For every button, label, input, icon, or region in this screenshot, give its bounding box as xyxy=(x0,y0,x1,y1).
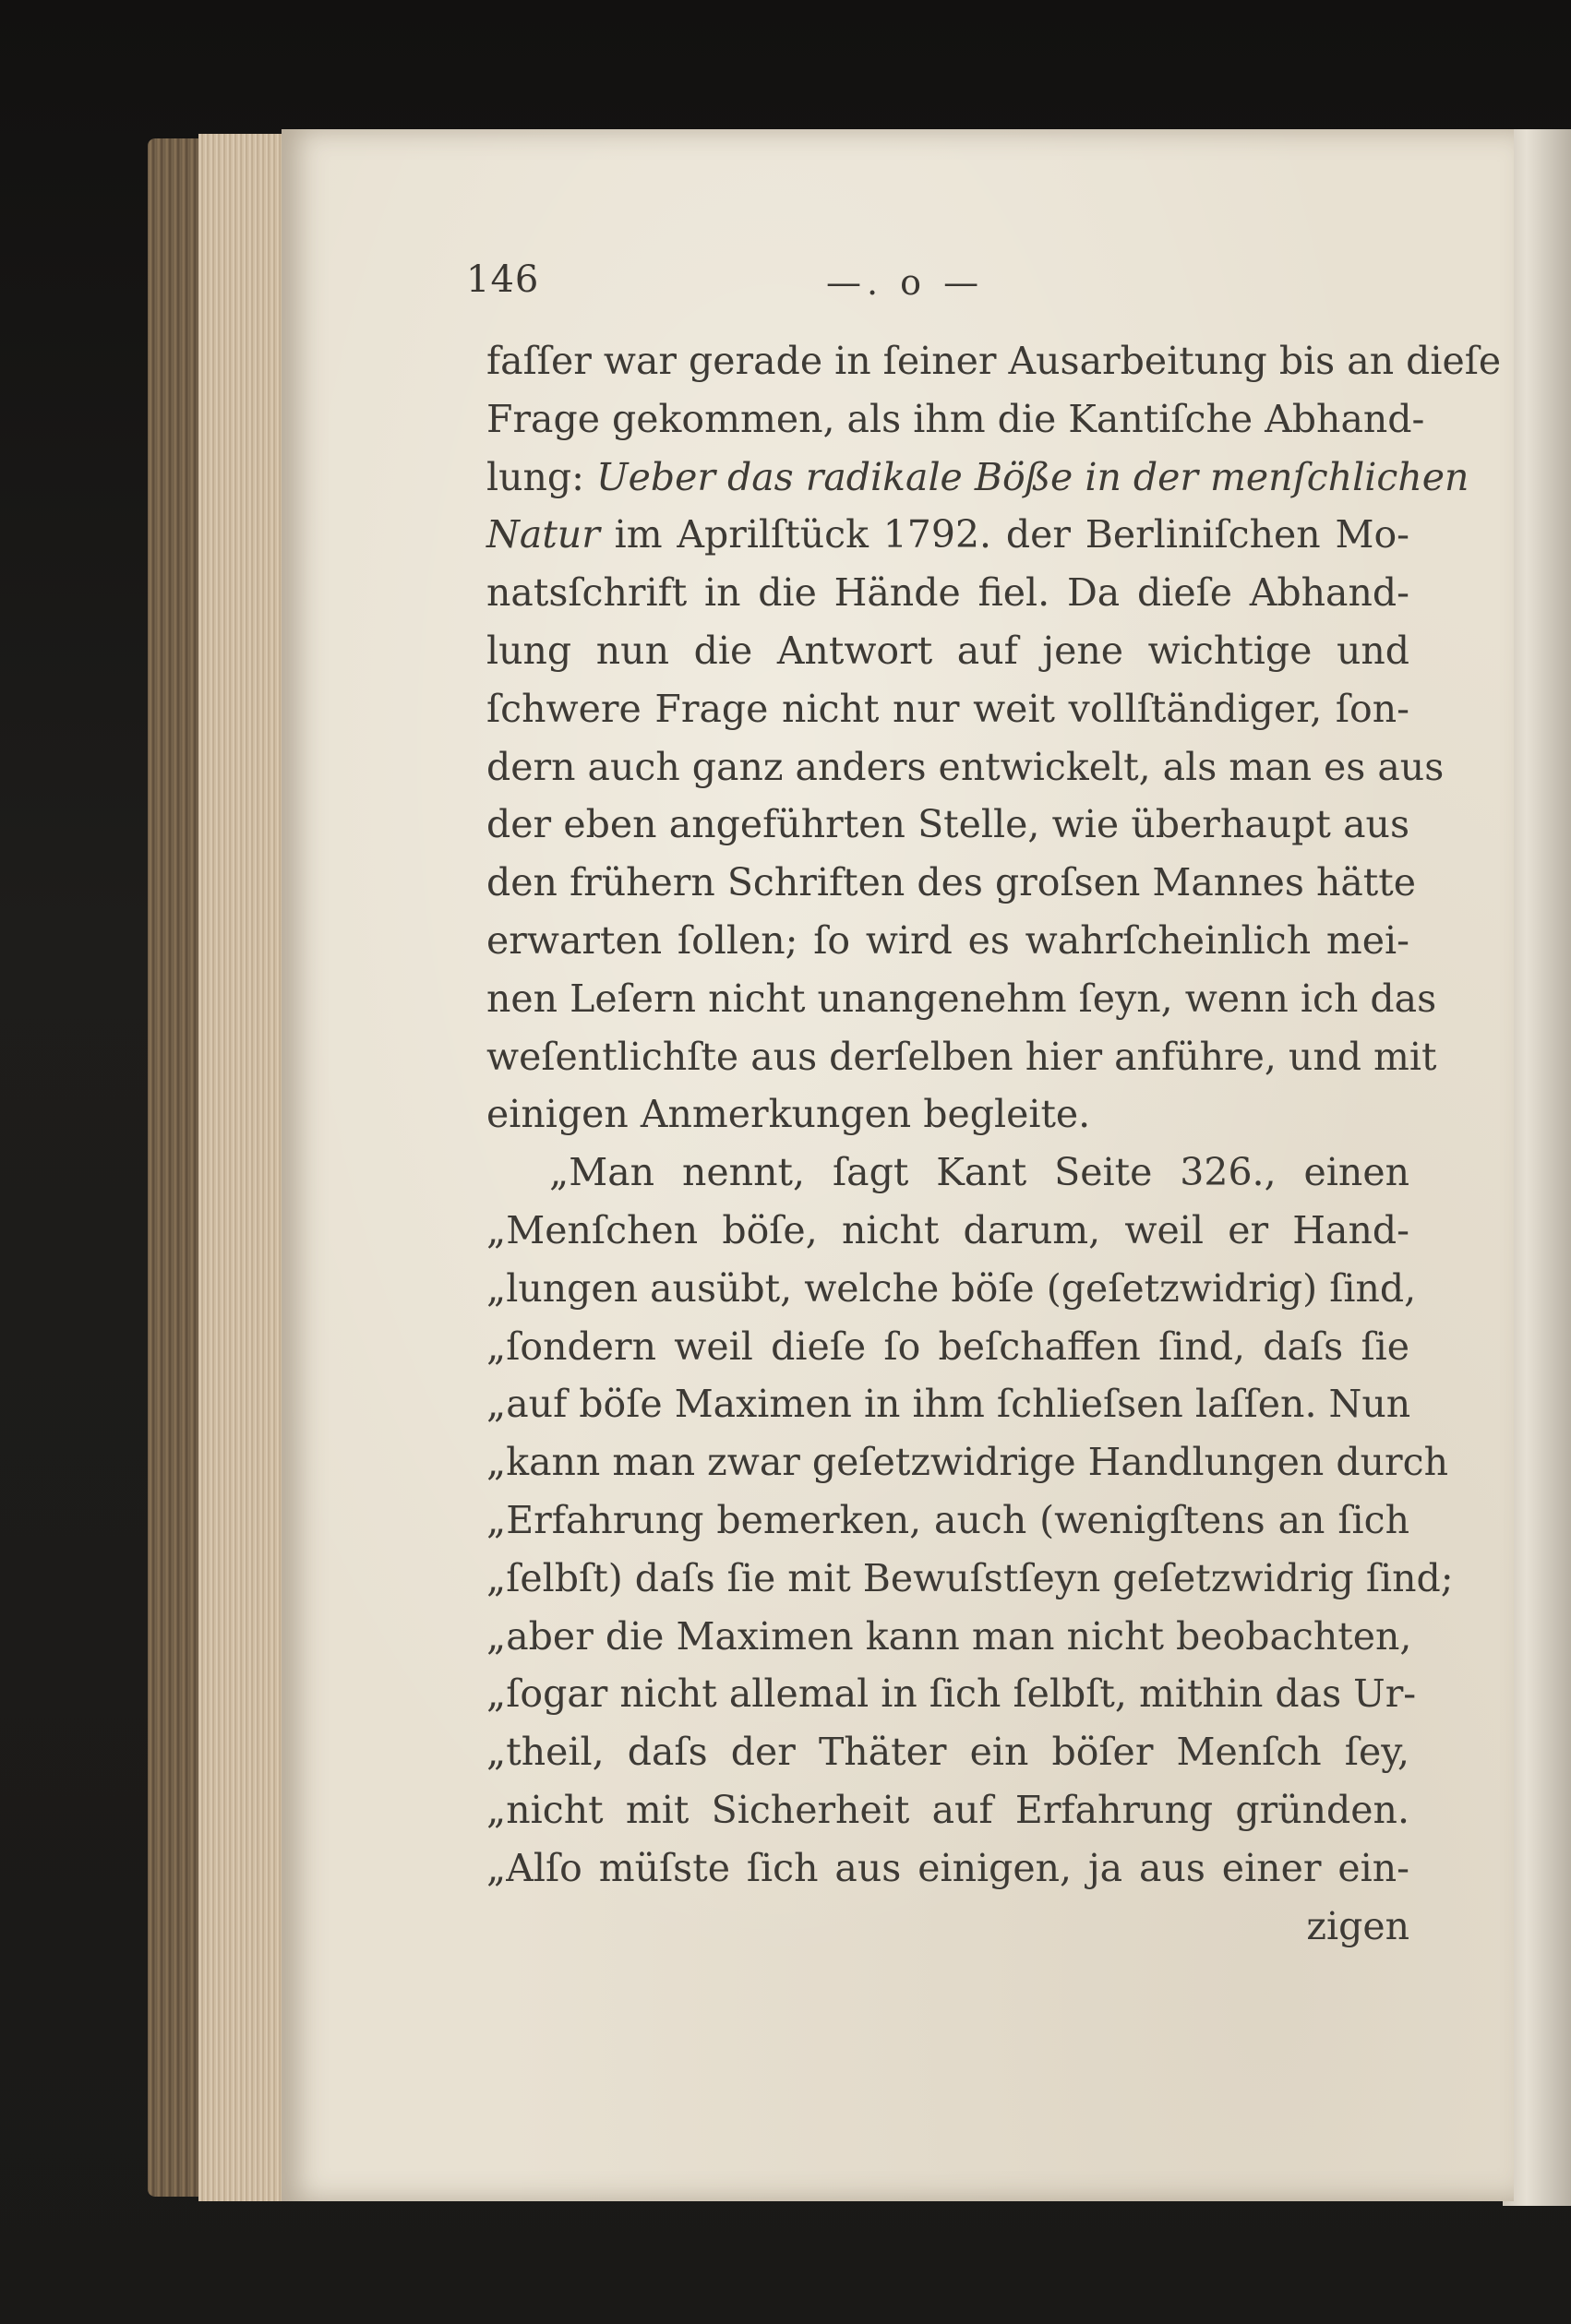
text-line-7: ſchwere Frage nicht nur weit vollſtändiger, ſon- xyxy=(486,686,1409,731)
text-line-3 xyxy=(486,449,1469,507)
text-line-12: nen Leſern nicht unangenehm ſeyn, wenn ich das xyxy=(486,976,1437,1021)
text-line-5: natsſchrift in die Hände fiel. Da dieſe Abhand- xyxy=(486,570,1409,616)
text-line-3-italic-title: Ueber das radikale Böße in der menſchlichen xyxy=(596,454,1469,499)
text-line-15: „Man nennt, ſagt Kant Seite 326., einen xyxy=(549,1150,1409,1195)
text-line-26: „nicht mit Sicherheit auf Erfahrung gründen. xyxy=(486,1787,1409,1832)
text-line-16: „Menſchen böſe, nicht darum, weil er Hand- xyxy=(486,1207,1409,1252)
text-line-9: der eben angeführten Stelle, wie überhaupt aus xyxy=(486,802,1409,847)
text-line-14: einigen Anmerkungen begleite. xyxy=(486,1092,1091,1137)
text-line-1: faſſer war gerade in ſeiner Ausarbeitung bis an dieſe xyxy=(486,339,1502,383)
catchword: zigen xyxy=(1306,1903,1409,1948)
text-line-20: „kann man zwar geſetzwidrige Handlungen durch xyxy=(486,1440,1448,1485)
text-line-17: „lungen ausübt, welche böſe (geſetzwidrig) ſind, xyxy=(486,1265,1417,1311)
text-line-11: erwarten ſollen; ſo wird es wahrſcheinlich mei- xyxy=(486,917,1409,963)
book-page xyxy=(282,129,1514,2201)
text-line-3-roman: lung: xyxy=(486,454,597,499)
text-line-25: „theil, daſs der Thäter ein böſer Menſch ſey, xyxy=(486,1730,1409,1775)
text-line-6: lung nun die Antwort auf jene wichtige und xyxy=(486,628,1409,673)
page-header xyxy=(282,258,1514,323)
text-line-21: „Erfahrung bemerken, auch (wenigſtens an ſich xyxy=(486,1497,1409,1542)
text-line-22: „ſelbſt) daſs ſie mit Bewuſstſeyn geſetzwidrig ſind; xyxy=(486,1555,1454,1600)
text-line-27: „Alſo müſste ſich aus einigen, ja aus einer ein- xyxy=(486,1845,1409,1890)
page-number: 146 xyxy=(466,258,540,301)
text-line-23: „aber die Maximen kann man nicht beobachten, xyxy=(486,1613,1412,1659)
text-line-4 xyxy=(486,506,1409,564)
text-line-8: dern auch ganz anders entwickelt, als man es aus xyxy=(486,744,1445,789)
text-line-4-roman: im Aprilſtück 1792. der Berliniſchen Mo- xyxy=(599,512,1409,557)
text-line-13: weſentlichſte aus derſelben hier anführe, und mit xyxy=(486,1034,1437,1079)
text-line-10: den frühern Schriften des groſsen Mannes hätte xyxy=(486,860,1417,905)
text-line-2: Frage gekommen, als ihm die Kantiſche Abhand- xyxy=(486,396,1425,441)
text-line-19: „auf böſe Maximen in ihm ſchlieſsen laſſen. Nun xyxy=(486,1382,1411,1427)
body-text xyxy=(486,332,1502,1955)
text-line-18: „ſondern weil dieſe ſo beſchaffen ſind, daſs ſie xyxy=(486,1324,1409,1369)
header-ornament: —. o — xyxy=(826,262,985,303)
text-line-24: „ſogar nicht allemal in ſich ſelbſt, mithin das Ur- xyxy=(486,1671,1417,1717)
text-line-4-italic-title: Natur xyxy=(486,512,600,557)
